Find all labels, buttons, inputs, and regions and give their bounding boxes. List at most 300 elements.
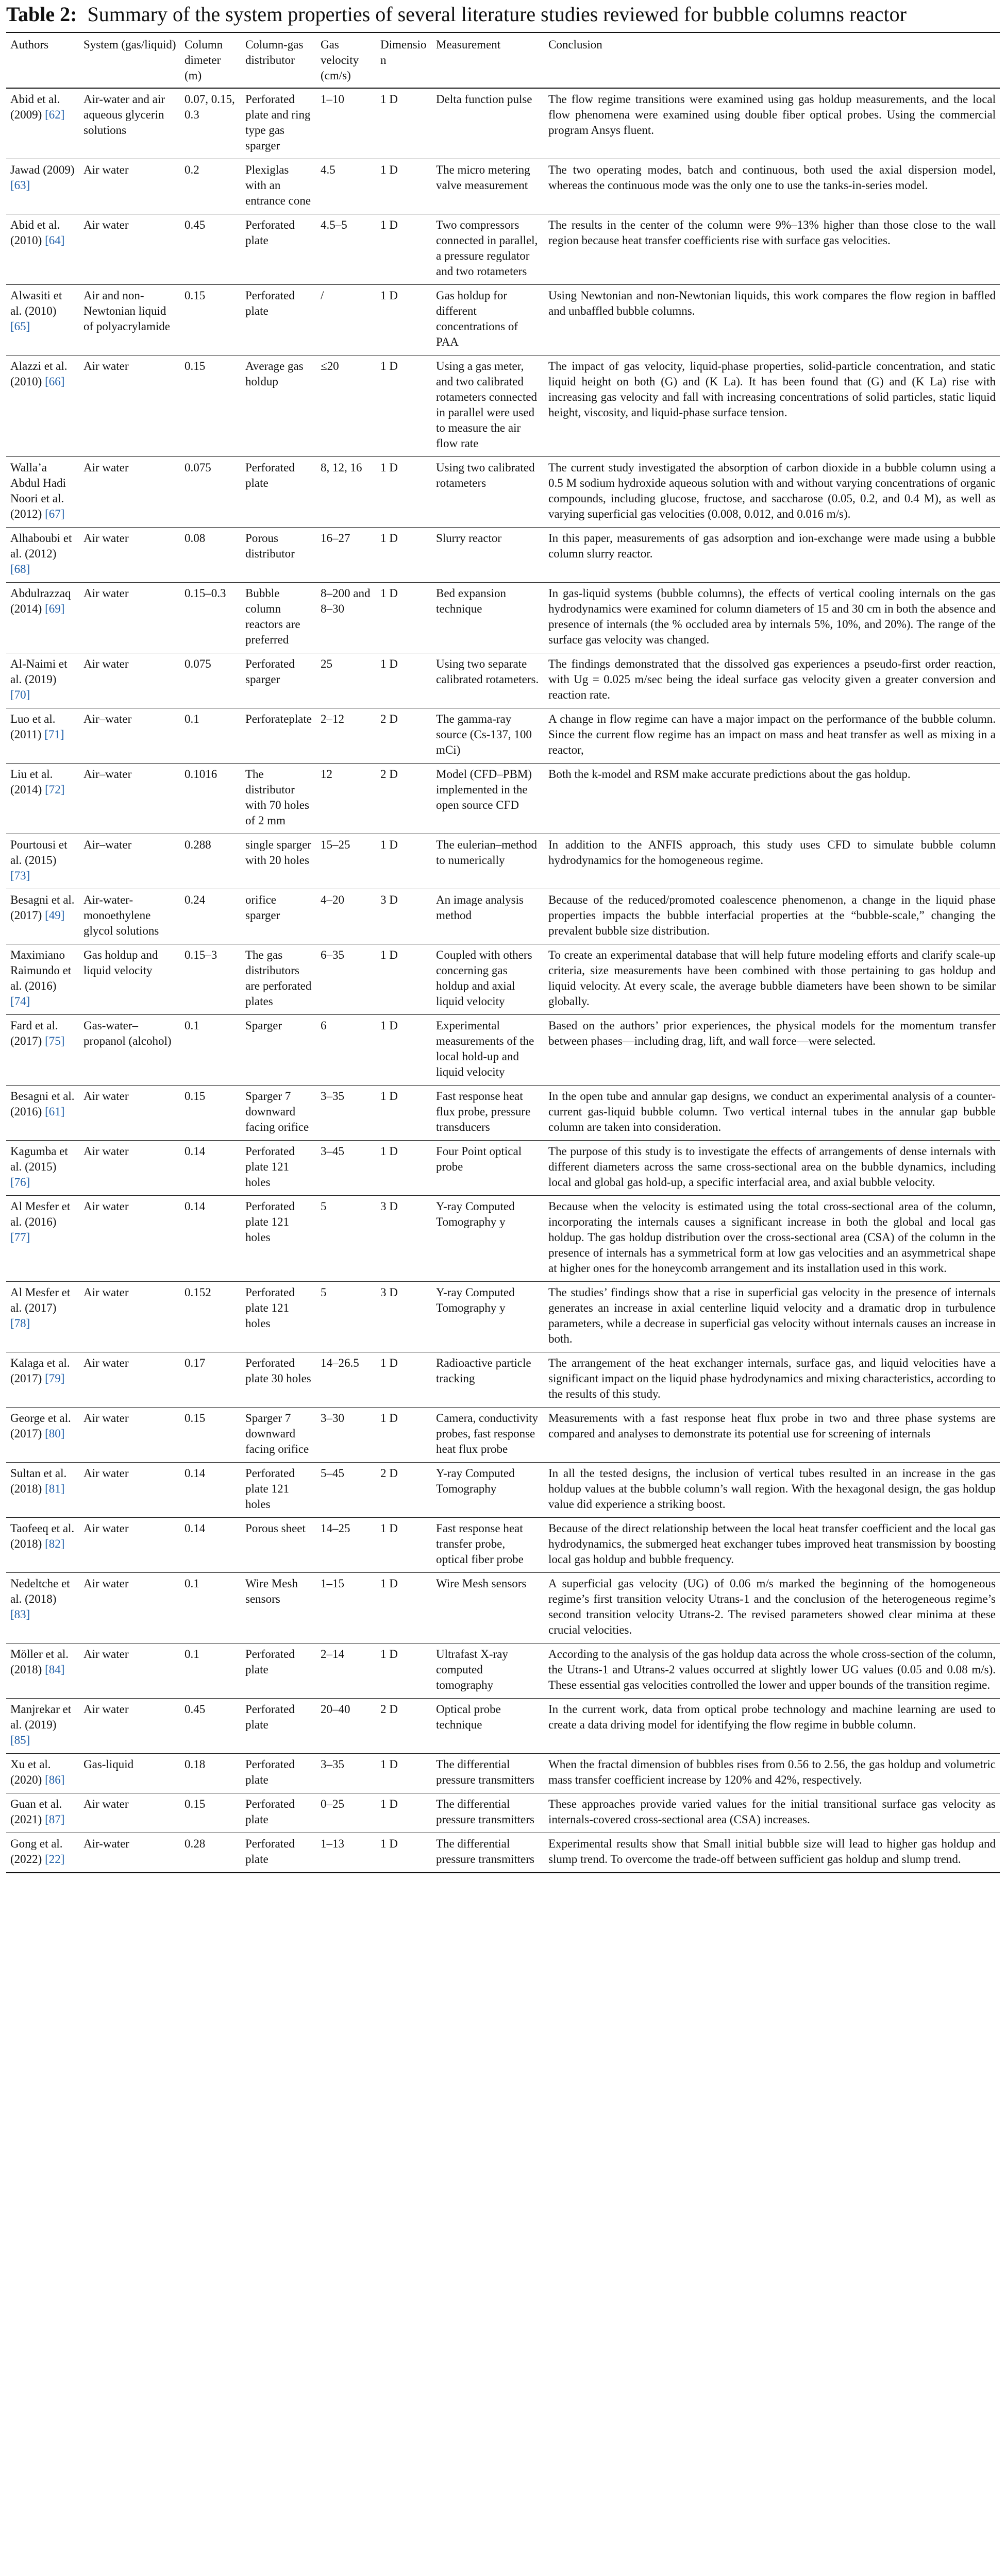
cell-measurement: The differential pressure transmitters: [436, 1837, 534, 1866]
cell-measurement: Gas holdup for different concentrations of PAA: [436, 289, 518, 348]
cell-system: Air water: [83, 1145, 129, 1158]
table-row: [6, 1463, 1000, 1518]
cell-velocity: 0–25: [321, 1798, 344, 1810]
cell-system: Air water: [83, 1798, 129, 1810]
cell-diameter: 0.288: [185, 838, 211, 851]
cell-diameter: 0.14: [185, 1522, 206, 1535]
cell-velocity: 14–25: [321, 1522, 350, 1535]
cell-author: [6, 1086, 79, 1141]
cell-measurement: The differential pressure transmitters: [436, 1758, 534, 1786]
table-row: [6, 834, 1000, 889]
cell-velocity: 1–13: [321, 1837, 344, 1850]
cell-distributor: Perforated plate: [245, 1837, 295, 1866]
reference-link[interactable]: [84]: [45, 1663, 65, 1676]
reference-link[interactable]: [62]: [45, 108, 65, 121]
author-name: Besagni et al. (2016): [10, 1090, 75, 1118]
cell-system: Air–water: [83, 838, 132, 851]
cell-velocity: 8, 12, 16: [321, 461, 362, 474]
author-name: Guan et al. (2021): [10, 1798, 62, 1826]
cell-velocity: 4–20: [321, 893, 344, 906]
cell-system: Gas-water–propanol (alcohol): [83, 1019, 172, 1047]
cell-distributor: Sparger: [245, 1019, 282, 1032]
cell-system: Air water: [83, 587, 129, 600]
cell-diameter: 0.1: [185, 1577, 199, 1590]
cell-diameter: 0.45: [185, 218, 206, 231]
cell-dimension: 2 D: [380, 713, 398, 725]
author-name: Al-Naimi et al. (2019): [10, 657, 68, 686]
cell-distributor: Perforated plate 121 holes: [245, 1145, 295, 1189]
cell-diameter: 0.15: [185, 289, 206, 302]
table-row: [6, 708, 1000, 764]
cell-author: [6, 1463, 79, 1518]
cell-distributor: Perforated plate 121 holes: [245, 1467, 295, 1511]
cell-dimension: 3 D: [380, 1286, 398, 1299]
cell-velocity: 12: [321, 768, 332, 781]
cell-author: [6, 1518, 79, 1573]
cell-conclusion: Using Newtonian and non-Newtonian liquids, this work compares the flow region in baffled and unbaffled bubble columns.: [548, 289, 996, 317]
reference-link[interactable]: [81]: [45, 1482, 65, 1495]
table-row: [6, 1282, 1000, 1352]
cell-distributor: Sparger 7 downward facing orifice: [245, 1412, 309, 1455]
cell-measurement: Slurry reactor: [436, 532, 502, 545]
author-name: Al Mesfer et al. (2016): [10, 1200, 71, 1228]
table-row: [6, 88, 1000, 159]
cell-velocity: 8–200 and 8–30: [321, 587, 371, 615]
cell-conclusion: The studies’ findings show that a rise in superficial gas velocity in the presence of internals generates an increase in axial centerline liquid velocity and a dramatic drop in turbulence parameters, while a decrease in superficial gas velocity without internals causes an increase in both.: [548, 1286, 996, 1345]
table-row: [6, 1518, 1000, 1573]
reference-link[interactable]: [68]: [10, 563, 30, 575]
cell-distributor: Bubble column reactors are preferred: [245, 587, 300, 646]
cell-diameter: 0.15–0.3: [185, 587, 226, 600]
cell-measurement: Four Point optical probe: [436, 1145, 522, 1173]
cell-measurement: The eulerian–method to numerically: [436, 838, 538, 867]
cell-author: [6, 1793, 79, 1833]
cell-author: [6, 889, 79, 944]
cell-velocity: 3–45: [321, 1145, 344, 1158]
cell-conclusion: The current study investigated the absorption of carbon dioxide in a bubble column using a 0.5 M sodium hydroxide aqueous solution with and without varying concentrations of organic compounds, including glucose, fructose, and saccharose (0.05, 0.2, and 0.4 M), as well as varying superficial gas velocities (0.008, 0.012, and 0.016 m/s).: [548, 461, 996, 520]
header-system: System (gas/liquid): [83, 38, 176, 51]
literature-table: [6, 32, 1000, 1873]
cell-conclusion: In the open tube and annular gap designs, we conduct an experimental analysis of a counter-current gas-liquid bubble column. Two vertical internal tubes in the annular gap bubble column are taken into consideration.: [548, 1090, 996, 1133]
reference-link[interactable]: [80]: [45, 1427, 65, 1440]
reference-link[interactable]: [82]: [45, 1537, 65, 1550]
cell-author: [6, 214, 79, 285]
cell-distributor: Perforated plate: [245, 1758, 295, 1786]
cell-conclusion: Based on the authors’ prior experiences, the physical models for the momentum transfer between phases—including drag, lift, and wall force—were selected.: [548, 1019, 996, 1047]
table-caption-label: Table 2:: [6, 3, 77, 26]
cell-measurement: Optical probe technique: [436, 1703, 501, 1731]
cell-velocity: ≤20: [321, 360, 339, 372]
cell-velocity: 3–35: [321, 1758, 344, 1771]
author-name: Kagumba et al. (2015): [10, 1145, 68, 1173]
cell-measurement: Wire Mesh sensors: [436, 1577, 527, 1590]
cell-velocity: 5–45: [321, 1467, 344, 1480]
table-row: [6, 528, 1000, 583]
table-row: [6, 1833, 1000, 1873]
cell-diameter: 0.45: [185, 1703, 206, 1716]
cell-measurement: Bed expansion technique: [436, 587, 507, 615]
cell-conclusion: Because of the reduced/promoted coalescence phenomenon, a change in the liquid phase properties impacts the bubble interfacial properties at the “bubble-scale,” changing the prevalent bubble size distribution.: [548, 893, 996, 937]
reference-link[interactable]: [75]: [45, 1035, 65, 1047]
cell-measurement: Y-ray Computed Tomography y: [436, 1200, 515, 1228]
cell-system: Air-water: [83, 1837, 129, 1850]
cell-conclusion: Because when the velocity is estimated using the total cross-sectional area of the column, incorporating the internals causes a significant increase in both the global and local gas holdup. The gas holdup distribution over the cross-sectional area (CSA) of the column in the presence of internals has a symmetrical form at low gas velocities and an asymmetrical shape at higher ones for the honeycomb arrangement and its installation used in this work.: [548, 1200, 996, 1275]
cell-author: [6, 457, 79, 528]
cell-dimension: 1 D: [380, 163, 398, 176]
cell-distributor: Plexiglas with an entrance cone: [245, 163, 311, 207]
table-row: [6, 457, 1000, 528]
cell-system: Air water: [83, 1522, 129, 1535]
cell-measurement: Model (CFD–PBM) implemented in the open source CFD: [436, 768, 532, 811]
cell-system: Air and non-Newtonian liquid of polyacrylamide: [83, 289, 170, 333]
table-header: [6, 32, 1000, 88]
author-name: Abid et al. (2010): [10, 218, 60, 247]
cell-velocity: 1–10: [321, 93, 344, 106]
cell-distributor: Perforated plate 121 holes: [245, 1286, 295, 1330]
table-row: [6, 214, 1000, 285]
cell-dimension: 1 D: [380, 1357, 398, 1369]
header-row: [6, 32, 1000, 88]
cell-dimension: 1 D: [380, 1648, 398, 1660]
cell-conclusion: According to the analysis of the gas holdup data across the whole cross-section of the column, the Utrans-1 and Utrans-2 values occurred at slightly lower UG values (0.05 and 0.08 m/s). These essential gas velocities controlled the lower and upper bounds of the transition regime.: [548, 1648, 996, 1691]
table-row: [6, 1573, 1000, 1643]
reference-link[interactable]: [61]: [45, 1105, 65, 1118]
cell-system: Air–water: [83, 713, 132, 725]
cell-diameter: 0.15: [185, 360, 206, 372]
reference-link[interactable]: [70]: [10, 688, 30, 701]
cell-velocity: 6: [321, 1019, 327, 1032]
cell-measurement: Using two separate calibrated rotameters.: [436, 657, 539, 686]
author-name: Besagni et al. (2017): [10, 893, 75, 922]
cell-author: [6, 1352, 79, 1408]
cell-velocity: 25: [321, 657, 332, 670]
header-dimension: Dimension: [380, 38, 427, 66]
cell-system: Air water: [83, 1703, 129, 1716]
cell-author: [6, 653, 79, 708]
cell-distributor: orifice sparger: [245, 893, 280, 922]
reference-link[interactable]: [79]: [45, 1372, 65, 1385]
cell-velocity: 15–25: [321, 838, 350, 851]
author-name: Kalaga et al. (2017): [10, 1357, 70, 1385]
author-name: Al Mesfer et al. (2017): [10, 1286, 71, 1314]
cell-diameter: 0.15: [185, 1798, 206, 1810]
reference-link[interactable]: [69]: [45, 602, 65, 615]
cell-distributor: Wire Mesh sensors: [245, 1577, 298, 1605]
cell-dimension: 1 D: [380, 1798, 398, 1810]
cell-dimension: 1 D: [380, 218, 398, 231]
cell-dimension: 1 D: [380, 1145, 398, 1158]
cell-diameter: 0.075: [185, 657, 211, 670]
cell-dimension: 1 D: [380, 1522, 398, 1535]
table-row: [6, 1793, 1000, 1833]
cell-system: Air–water: [83, 768, 132, 781]
cell-diameter: 0.18: [185, 1758, 206, 1771]
cell-distributor: Perforated plate: [245, 289, 295, 317]
cell-dimension: 3 D: [380, 893, 398, 906]
cell-dimension: 1 D: [380, 838, 398, 851]
reference-link[interactable]: [71]: [44, 728, 64, 741]
cell-distributor: Perforated plate 121 holes: [245, 1200, 295, 1244]
cell-velocity: 5: [321, 1200, 327, 1213]
table-row: [6, 159, 1000, 214]
cell-distributor: The distributor with 70 holes of 2 mm: [245, 768, 309, 827]
author-name: Sultan et al. (2018): [10, 1467, 67, 1495]
author-name: Alwasiti et al. (2010): [10, 289, 62, 317]
table-row: [6, 285, 1000, 355]
cell-velocity: /: [321, 289, 324, 302]
cell-diameter: 0.24: [185, 893, 206, 906]
cell-dimension: 2 D: [380, 1467, 398, 1480]
cell-dimension: 1 D: [380, 587, 398, 600]
table-row: [6, 1352, 1000, 1408]
cell-distributor: Perforated plate and ring type gas sparger: [245, 93, 311, 152]
header-conclusion: Conclusion: [548, 38, 602, 51]
cell-conclusion: In all the tested designs, the inclusion of vertical tubes resulted in an increase in the gas holdup values at the bubble column’s wall region. With the hexagonal design, the gas holdup value did experience a striking boost.: [548, 1467, 996, 1511]
table-row: [6, 1408, 1000, 1463]
cell-author: [6, 355, 79, 457]
author-name: Taofeeq et al. (2018): [10, 1522, 75, 1550]
cell-measurement: Using a gas meter, and two calibrated rotameters connected in parallel were used to measure the air flow rate: [436, 360, 538, 450]
cell-diameter: 0.14: [185, 1200, 206, 1213]
table-row: [6, 1643, 1000, 1699]
cell-dimension: 1 D: [380, 1837, 398, 1850]
reference-link[interactable]: [63]: [10, 179, 30, 192]
cell-system: Gas-liquid: [83, 1758, 134, 1771]
cell-dimension: 2 D: [380, 768, 398, 781]
cell-velocity: 20–40: [321, 1703, 350, 1716]
cell-dimension: 1 D: [380, 657, 398, 670]
table-row: [6, 1015, 1000, 1086]
cell-distributor: Sparger 7 downward facing orifice: [245, 1090, 309, 1133]
cell-distributor: Porous distributor: [245, 532, 295, 560]
cell-system: Air water: [83, 657, 129, 670]
author-name: Alazzi et al. (2010): [10, 360, 68, 388]
cell-conclusion: Experimental results show that Small initial bubble size will lead to higher gas holdup and slump trend. To overcome the trade-off between sufficient gas holdup and slump trend.: [548, 1837, 996, 1866]
cell-conclusion: The flow regime transitions were examined using gas holdup measurements, and the local flow phenomena were examined using double fiber optical probes. Using the commercial program Ansys fluent.: [548, 93, 996, 137]
cell-measurement: Radioactive particle tracking: [436, 1357, 531, 1385]
cell-system: Air-water-monoethylene glycol solutions: [83, 893, 159, 937]
reference-link[interactable]: [67]: [45, 507, 65, 520]
cell-conclusion: Measurements with a fast response heat flux probe in two and three phase systems are compared and analyses to demonstrate its potential use for screening of internals: [548, 1412, 996, 1440]
header-authors: Authors: [10, 38, 49, 51]
cell-measurement: Two compressors connected in parallel, a pressure regulator and two rotameters: [436, 218, 538, 278]
cell-velocity: 4.5–5: [321, 218, 347, 231]
author-name: Jawad (2009): [10, 163, 75, 176]
cell-system: Air water: [83, 360, 129, 372]
cell-diameter: 0.1: [185, 1019, 199, 1032]
author-name: Xu et al. (2020): [10, 1758, 51, 1786]
cell-dimension: 1 D: [380, 1412, 398, 1425]
header-column-diameter: Column dimeter (m): [185, 38, 223, 82]
cell-system: Gas holdup and liquid velocity: [83, 948, 158, 977]
cell-diameter: 0.28: [185, 1837, 206, 1850]
cell-conclusion: The results in the center of the column were 9%–13% higher than those close to the wall region because heat transfer coefficients rise with surface gas velocities.: [548, 218, 996, 247]
cell-velocity: 2–14: [321, 1648, 344, 1660]
cell-dimension: 1 D: [380, 360, 398, 372]
reference-link[interactable]: [85]: [10, 1734, 30, 1747]
cell-author: [6, 1196, 79, 1282]
cell-author: [6, 1408, 79, 1463]
cell-conclusion: When the fractal dimension of bubbles rises from 0.56 to 2.56, the gas holdup and volumetric mass transfer coefficient increase by 120% and 42%, respectively.: [548, 1758, 996, 1786]
author-name: Maximiano Raimundo et al. (2016): [10, 948, 72, 992]
cell-system: Air water: [83, 1648, 129, 1660]
reference-link[interactable]: [78]: [10, 1317, 30, 1330]
reference-link[interactable]: [72]: [45, 783, 65, 796]
table-row: [6, 1699, 1000, 1754]
cell-distributor: Perforated plate: [245, 1798, 295, 1826]
cell-conclusion: The findings demonstrated that the dissolved gas experiences a pseudo-first order reaction, with Ug = 0.025 m/sec being the ideal surface gas velocity given a greater conversion and reaction rate.: [548, 657, 996, 701]
cell-dimension: 1 D: [380, 1019, 398, 1032]
cell-system: Air water: [83, 532, 129, 545]
cell-dimension: 3 D: [380, 1200, 398, 1213]
cell-velocity: 14–26.5: [321, 1357, 359, 1369]
cell-measurement: Using two calibrated rotameters: [436, 461, 535, 489]
cell-author: [6, 1282, 79, 1352]
cell-author: [6, 764, 79, 834]
cell-measurement: The gamma-ray source (Cs-137, 100 mCi): [436, 713, 532, 756]
cell-conclusion: These approaches provide varied values for the initial transitional surface gas velocity as internals-covered cross-sectional area (CSA) increases.: [548, 1798, 996, 1826]
reference-link[interactable]: [49]: [45, 909, 65, 922]
cell-distributor: single sparger with 20 holes: [245, 838, 311, 867]
cell-system: Air water: [83, 218, 129, 231]
cell-velocity: 3–35: [321, 1090, 344, 1103]
table-caption-text: Summary of the system properties of several literature studies reviewed for bubble columns reactor: [87, 3, 907, 26]
cell-velocity: 16–27: [321, 532, 350, 545]
cell-diameter: 0.14: [185, 1145, 206, 1158]
cell-author: [6, 944, 79, 1015]
cell-author: [6, 1573, 79, 1643]
cell-dimension: 1 D: [380, 93, 398, 106]
cell-diameter: 0.14: [185, 1467, 206, 1480]
cell-conclusion: To create an experimental database that will help future modeling efforts and clarify scale-up criteria, size measurements have been combined with those pertaining to gas holdup and liquid velocity. At every scale, the average bubble diameters have been shown to be similar globally.: [548, 948, 996, 1008]
author-name: Walla’a Abdul Hadi Noori et al. (2012): [10, 461, 66, 520]
cell-distributor: Perforateplate: [245, 713, 312, 725]
reference-link[interactable]: [87]: [45, 1813, 65, 1826]
cell-author: [6, 1015, 79, 1086]
cell-conclusion: In this paper, measurements of gas adsorption and ion-exchange were made using a bubble column slurry reactor.: [548, 532, 996, 560]
cell-measurement: Camera, conductivity probes, fast response heat flux probe: [436, 1412, 538, 1455]
cell-measurement: The micro metering valve measurement: [436, 163, 530, 192]
cell-diameter: 0.07, 0.15, 0.3: [185, 93, 235, 121]
cell-measurement: Fast response heat flux probe, pressure transducers: [436, 1090, 531, 1133]
reference-link[interactable]: [65]: [10, 320, 30, 333]
reference-link[interactable]: [73]: [10, 869, 30, 882]
cell-distributor: Perforated plate: [245, 1648, 295, 1676]
cell-conclusion: The arrangement of the heat exchanger internals, surface gas, and liquid velocities have a significant impact on the liquid phase hydrodynamics and mixing characteristics, according to the results of this study.: [548, 1357, 996, 1400]
cell-dimension: 1 D: [380, 1758, 398, 1771]
author-name: Fard et al. (2017): [10, 1019, 58, 1047]
cell-author: [6, 528, 79, 583]
cell-author: [6, 1141, 79, 1196]
cell-conclusion: In gas-liquid systems (bubble columns), the effects of vertical cooling internals on the gas hydrodynamics were examined for column diameters of 15 and 30 cm in both the absence and presence of internals (the % occluded area by internals 5%, 10%, and 20%). The range of the surface gas velocity was changed.: [548, 587, 996, 646]
cell-distributor: Perforated plate: [245, 461, 295, 489]
reference-link[interactable]: [77]: [10, 1231, 30, 1244]
author-name: Abdulrazzaq (2014): [10, 587, 71, 615]
author-name: George et al. (2017): [10, 1412, 71, 1440]
author-name: Liu et al. (2014): [10, 768, 53, 796]
cell-conclusion: The purpose of this study is to investigate the effects of arrangements of dense internals with different diameters across the same cross-sectional area on the bubble dynamics, including local and global gas hold-up, a specific interfacial area, and axial bubble velocity.: [548, 1145, 996, 1189]
cell-system: Air water: [83, 461, 129, 474]
cell-diameter: 0.15–3: [185, 948, 217, 961]
table-row: [6, 355, 1000, 457]
cell-distributor: Perforated plate 30 holes: [245, 1357, 311, 1385]
author-name: Nedeltche et al. (2018): [10, 1577, 70, 1605]
reference-link[interactable]: [76]: [10, 1176, 30, 1189]
cell-velocity: 6–35: [321, 948, 344, 961]
cell-measurement: Ultrafast X-ray computed tomography: [436, 1648, 508, 1691]
cell-system: Air water: [83, 1467, 129, 1480]
cell-velocity: 4.5: [321, 163, 336, 176]
author-name: Gong et al. (2022): [10, 1837, 63, 1866]
header-measurement: Measurement: [436, 38, 501, 51]
cell-dimension: 1 D: [380, 289, 398, 302]
header-gas-distributor: Column-gas distributor: [245, 38, 304, 66]
cell-conclusion: Because of the direct relationship between the local heat transfer coefficient and the local gas hydrodynamics, the submerged heat exchanger tubes improved heat transmission by boosting local gas holdup and bubble frequency.: [548, 1522, 996, 1566]
author-name: Möller et al. (2018): [10, 1648, 69, 1676]
cell-dimension: 1 D: [380, 1577, 398, 1590]
author-name: Manjrekar et al. (2019): [10, 1703, 72, 1731]
cell-author: [6, 1754, 79, 1793]
cell-conclusion: In addition to the ANFIS approach, this study uses CFD to simulate bubble column hydrodynamics for the homogeneous regime.: [548, 838, 996, 867]
reference-link[interactable]: [64]: [45, 234, 65, 247]
table-body: [6, 88, 1000, 1873]
table-caption: [6, 2, 1000, 27]
cell-measurement: Coupled with others concerning gas holdup and axial liquid velocity: [436, 948, 532, 1008]
cell-system: Air water: [83, 1412, 129, 1425]
reference-link[interactable]: [74]: [10, 995, 30, 1008]
cell-author: [6, 159, 79, 214]
reference-link[interactable]: [66]: [45, 375, 65, 388]
cell-velocity: 2–12: [321, 713, 344, 725]
cell-distributor: The gas distributors are perforated plates: [245, 948, 312, 1008]
cell-diameter: 0.1016: [185, 768, 217, 781]
cell-author: [6, 1833, 79, 1873]
cell-measurement: Experimental measurements of the local hold-up and liquid velocity: [436, 1019, 534, 1078]
reference-link[interactable]: [22]: [45, 1853, 65, 1866]
cell-measurement: Delta function pulse: [436, 93, 532, 106]
cell-author: [6, 708, 79, 764]
reference-link[interactable]: [83]: [10, 1608, 30, 1621]
reference-link[interactable]: [86]: [45, 1773, 65, 1786]
table-row: [6, 1196, 1000, 1282]
cell-author: [6, 834, 79, 889]
table-row: [6, 583, 1000, 653]
table-row: [6, 1754, 1000, 1793]
cell-system: Air water: [83, 1200, 129, 1213]
author-name: Abid et al. (2009): [10, 93, 60, 121]
cell-measurement: Y-ray Computed Tomography y: [436, 1286, 515, 1314]
table-row: [6, 1086, 1000, 1141]
cell-dimension: 1 D: [380, 1090, 398, 1103]
cell-author: [6, 88, 79, 159]
table-row: [6, 1141, 1000, 1196]
cell-dimension: 2 D: [380, 1703, 398, 1716]
cell-conclusion: Both the k-model and RSM make accurate predictions about the gas holdup.: [548, 768, 911, 781]
cell-conclusion: The two operating modes, batch and continuous, both used the axial dispersion model, whereas the continuous mode was the only one to use the tanks-in-series model.: [548, 163, 996, 192]
cell-velocity: 5: [321, 1286, 327, 1299]
cell-dimension: 1 D: [380, 948, 398, 961]
cell-system: Air water: [83, 163, 129, 176]
cell-distributor: Perforated plate: [245, 1703, 295, 1731]
table-row: [6, 653, 1000, 708]
cell-measurement: An image analysis method: [436, 893, 524, 922]
cell-system: Air water: [83, 1286, 129, 1299]
cell-diameter: 0.152: [185, 1286, 211, 1299]
cell-distributor: Perforated sparger: [245, 657, 295, 686]
header-gas-velocity: Gas velocity (cm/s): [321, 38, 359, 82]
table-row: [6, 944, 1000, 1015]
cell-distributor: Average gas holdup: [245, 360, 304, 388]
